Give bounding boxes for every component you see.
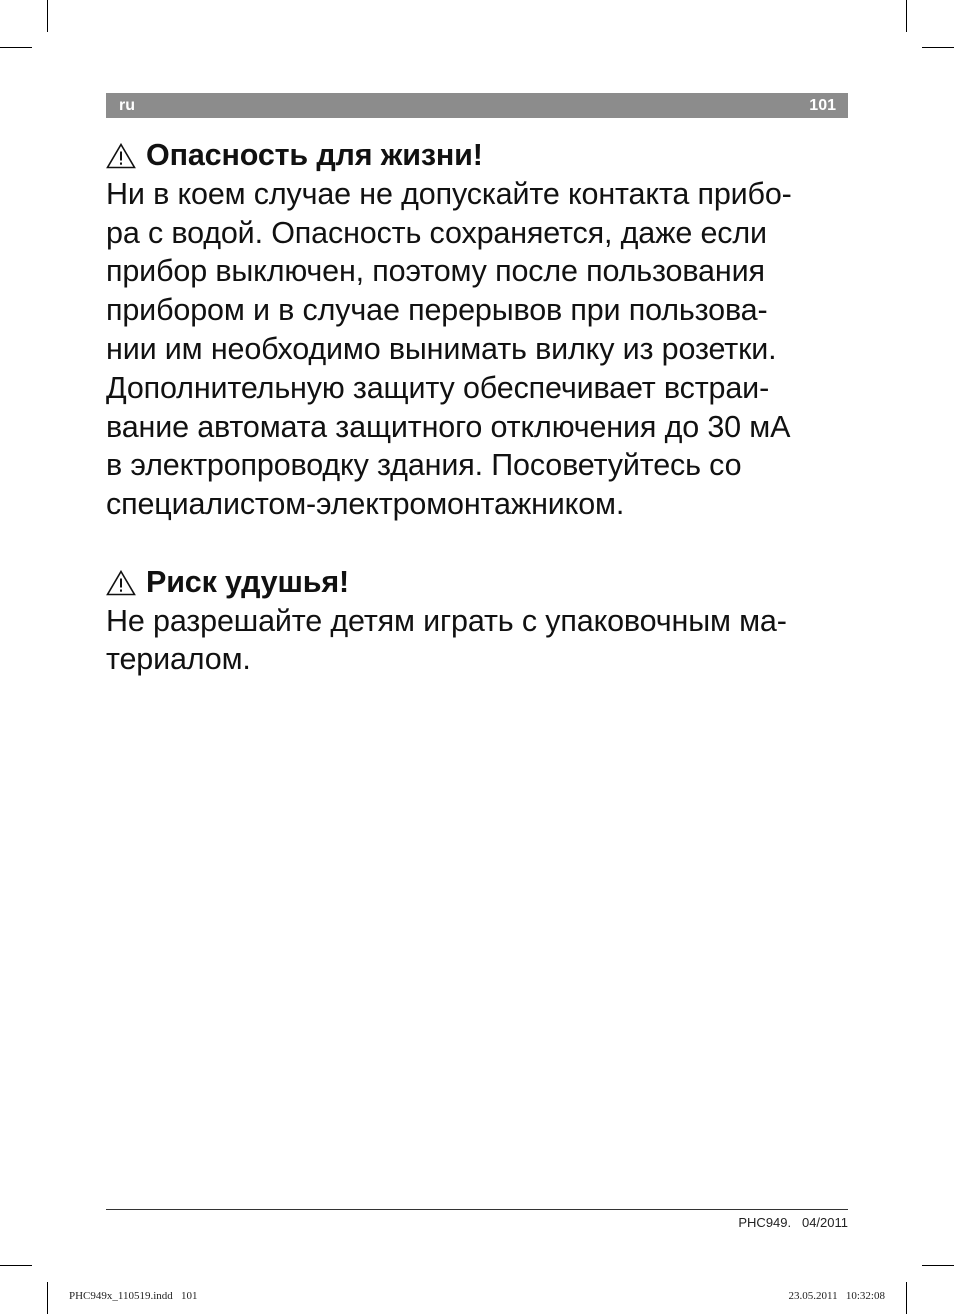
body-line: вание автомата защитного отключения до 30 мА xyxy=(106,409,791,444)
language-code: ru xyxy=(119,96,135,114)
section-heading xyxy=(106,136,856,175)
crop-mark xyxy=(0,1265,32,1266)
body-line: териалом. xyxy=(106,642,251,677)
body-line: нии им необходимо вынимать вилку из розетки. xyxy=(106,331,777,366)
heading-text: Риск удушья! xyxy=(146,564,350,599)
crop-mark xyxy=(922,1265,954,1266)
body-line: прибор выключен, поэтому после пользования xyxy=(106,254,765,289)
body-line: Не разрешайте детям играть с упаковочным ма- xyxy=(106,603,787,638)
body-line: специалистом-электромонтажником. xyxy=(106,487,625,522)
crop-mark xyxy=(47,1282,48,1314)
heading-text: Опасность для жизни! xyxy=(146,138,483,172)
page-header xyxy=(106,93,848,118)
document-body xyxy=(106,136,856,679)
crop-mark xyxy=(906,0,907,32)
crop-mark xyxy=(47,0,48,32)
body-line: ра с водой. Опасность сохраняется, даже если xyxy=(106,215,767,250)
warning-triangle-icon xyxy=(106,143,136,169)
page-number: 101 xyxy=(809,96,836,114)
section-heading xyxy=(106,563,856,602)
crop-mark xyxy=(0,47,32,48)
crop-mark xyxy=(906,1282,907,1314)
slug-filename: PHC949x_110519.indd 101 xyxy=(69,1290,198,1302)
footer-model-date: PHC949. 04/2011 xyxy=(738,1215,848,1230)
body-line: в электропроводку здания. Посоветуйтесь со xyxy=(106,448,742,483)
slug-timestamp: 23.05.2011 10:32:08 xyxy=(788,1290,885,1302)
body-line: прибором и в случае перерывов при пользова- xyxy=(106,293,768,328)
warning-triangle-icon xyxy=(106,570,136,596)
body-line: Дополнительную защиту обеспечивает встраи- xyxy=(106,370,770,405)
body-line: Ни в коем случае не допускайте контакта прибо- xyxy=(106,176,792,211)
footer-divider xyxy=(106,1209,848,1210)
warning-section-life-danger xyxy=(106,136,856,524)
crop-mark xyxy=(922,47,954,48)
warning-section-suffocation xyxy=(106,563,856,679)
